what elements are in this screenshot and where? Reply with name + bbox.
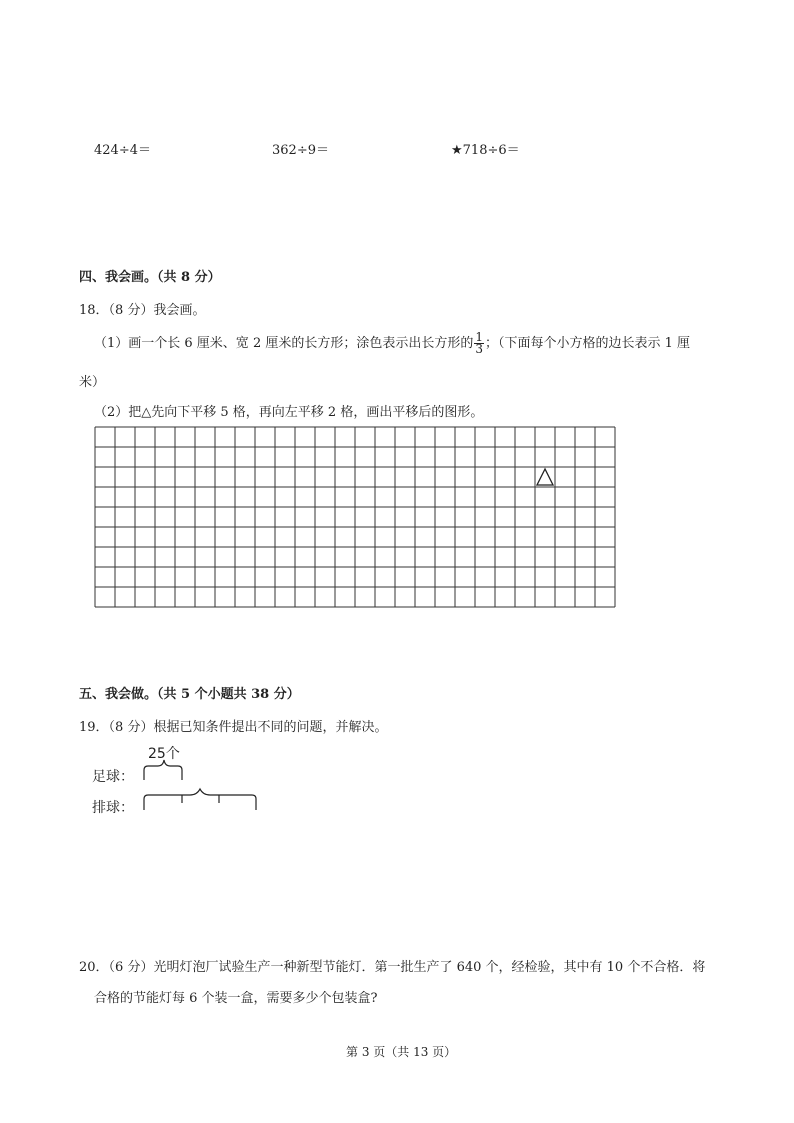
question-18-part1-text-b: ；（下面每个小方格的边长表示 1 厘 bbox=[484, 336, 691, 351]
page-footer: 第 3 页（共 13 页） bbox=[346, 1045, 457, 1059]
calc-item-2: 362÷9＝ bbox=[272, 143, 329, 158]
question-20-line-2: 合格的节能灯每 6 个装一盒，需要多少个包装盒? bbox=[94, 991, 378, 1006]
grid-lines bbox=[95, 427, 615, 607]
section-heading-4: 四、我会画。（共 8 分） bbox=[79, 270, 221, 285]
football-label: 足球： bbox=[92, 769, 134, 785]
question-18-part2: （2）把△先向下平移 5 格，再向左平移 2 格，画出平移后的图形。 bbox=[94, 405, 484, 420]
question-18-part1-text-a: （1）画一个长 6 厘米、宽 2 厘米的长方形；涂色表示出长方形的 bbox=[94, 336, 474, 351]
calc-item-1: 424÷4＝ bbox=[94, 143, 151, 158]
triangle-shape bbox=[537, 469, 553, 485]
volleyball-bracket bbox=[144, 789, 256, 810]
calc-item-3: ★718÷6＝ bbox=[451, 143, 520, 158]
question-18-part1 bbox=[94, 332, 690, 355]
segment-diagram bbox=[90, 740, 280, 820]
fraction-numerator: 1 bbox=[475, 330, 483, 344]
drawing-grid[interactable] bbox=[94, 426, 618, 610]
question-19-stem: 19．（8 分）根据已知条件提出不同的问题，并解决。 bbox=[79, 720, 388, 735]
question-20-line-1: 20．（6 分）光明灯泡厂试验生产一种新型节能灯．第一批生产了 640 个，经检验，其中有 10 个不合格．将 bbox=[79, 960, 706, 975]
football-bracket bbox=[144, 760, 182, 780]
fraction-one-third bbox=[474, 332, 484, 355]
brace-label: 25个 bbox=[148, 746, 180, 762]
question-18-part1-wrap: 米） bbox=[79, 375, 106, 390]
section-heading-5: 五、我会做。（共 5 个小题共 38 分） bbox=[79, 687, 300, 702]
fraction-denominator: 3 bbox=[475, 342, 483, 356]
question-18-stem: 18．（8 分）我会画。 bbox=[79, 303, 206, 318]
volleyball-label: 排球： bbox=[92, 800, 134, 816]
